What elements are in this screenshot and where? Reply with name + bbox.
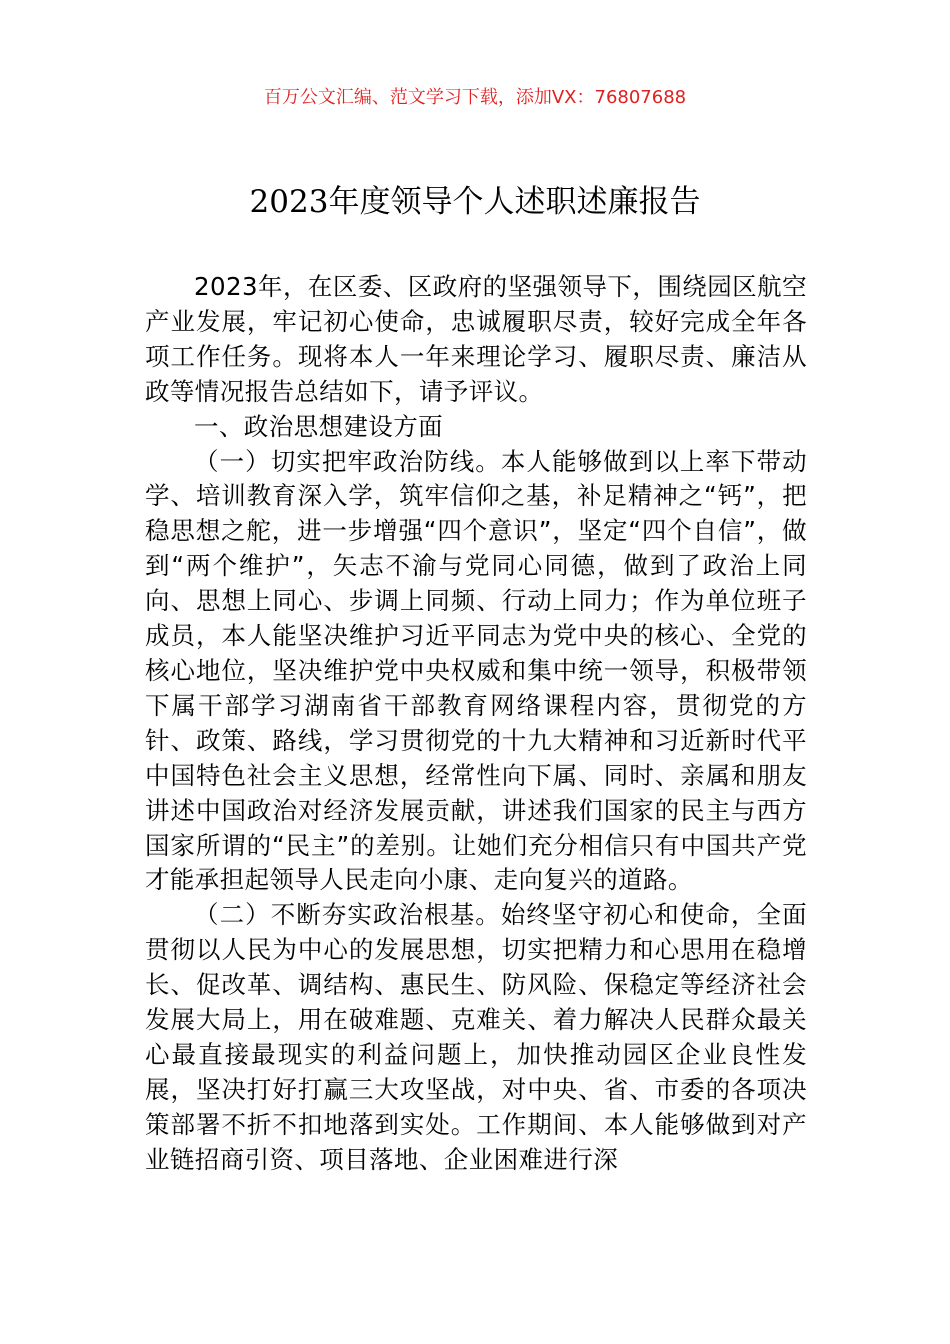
header-note: 百万公文汇编、范文学习下载，添加VX：76807688 [263, 87, 687, 108]
section-heading: 一、政治思想建设方面 [194, 411, 443, 441]
paragraph-section-2: （二）不断夯实政治根基。始终坚守初心和使命，全面贯彻以人民为中心的发展思想，切实把精力和心思用在稳增长、促改革、调结构、惠民生、防风险、保稳定等经济社会发展大局上，用在破难题、克难关、着力解决人民群众最关心最直接最现实的利益问题上，加快推动园区企业良性发展，坚决打好打赢三大攻坚战，对中央、省、市委的各项决策部署不折不扣地落到实处。工作期间、本人能够做到对产业链招商引资、项目落地、企业困难进行深 [145, 900, 807, 1174]
paragraph-intro: 2023年，在区委、区政府的坚强领导下，围绕园区航空产业发展，牢记初心使命，忠诚履职尽责，较好完成全年各项工作任务。现将本人一年来理论学习、履职尽责、廉洁从政等情况报告总结如下，请予评议。 [145, 272, 807, 406]
document-title: 2023年度领导个人述职述廉报告 [249, 184, 701, 220]
document-body [145, 270, 807, 1178]
paragraph-section-1: （一）切实把牢政治防线。本人能够做到以上率下带动学、培训教育深入学，筑牢信仰之基，补足精神之“钙”，把稳思想之舵，进一步增强“四个意识”，坚定“四个自信”，做到“两个维护”，矢志不渝与党同心同德，做到了政治上同向、思想上同心、步调上同频、行动上同力；作为单位班子成员，本人能坚决维护习近平同志为党中央的核心、全党的核心地位，坚决维护党中央权威和集中统一领导，积极带领下属干部学习湖南省干部教育网络课程内容，贯彻党的方针、政策、路线，学习贯彻党的十九大精神和习近新时代平中国特色社会主义思想，经常性向下属、同时、亲属和朋友讲述中国政治对经济发展贡献，讲述我们国家的民主与西方国家所谓的“民主”的差别。让她们充分相信只有中国共产党才能承担起领导人民走向小康、走向复兴的道路。 [145, 446, 807, 895]
